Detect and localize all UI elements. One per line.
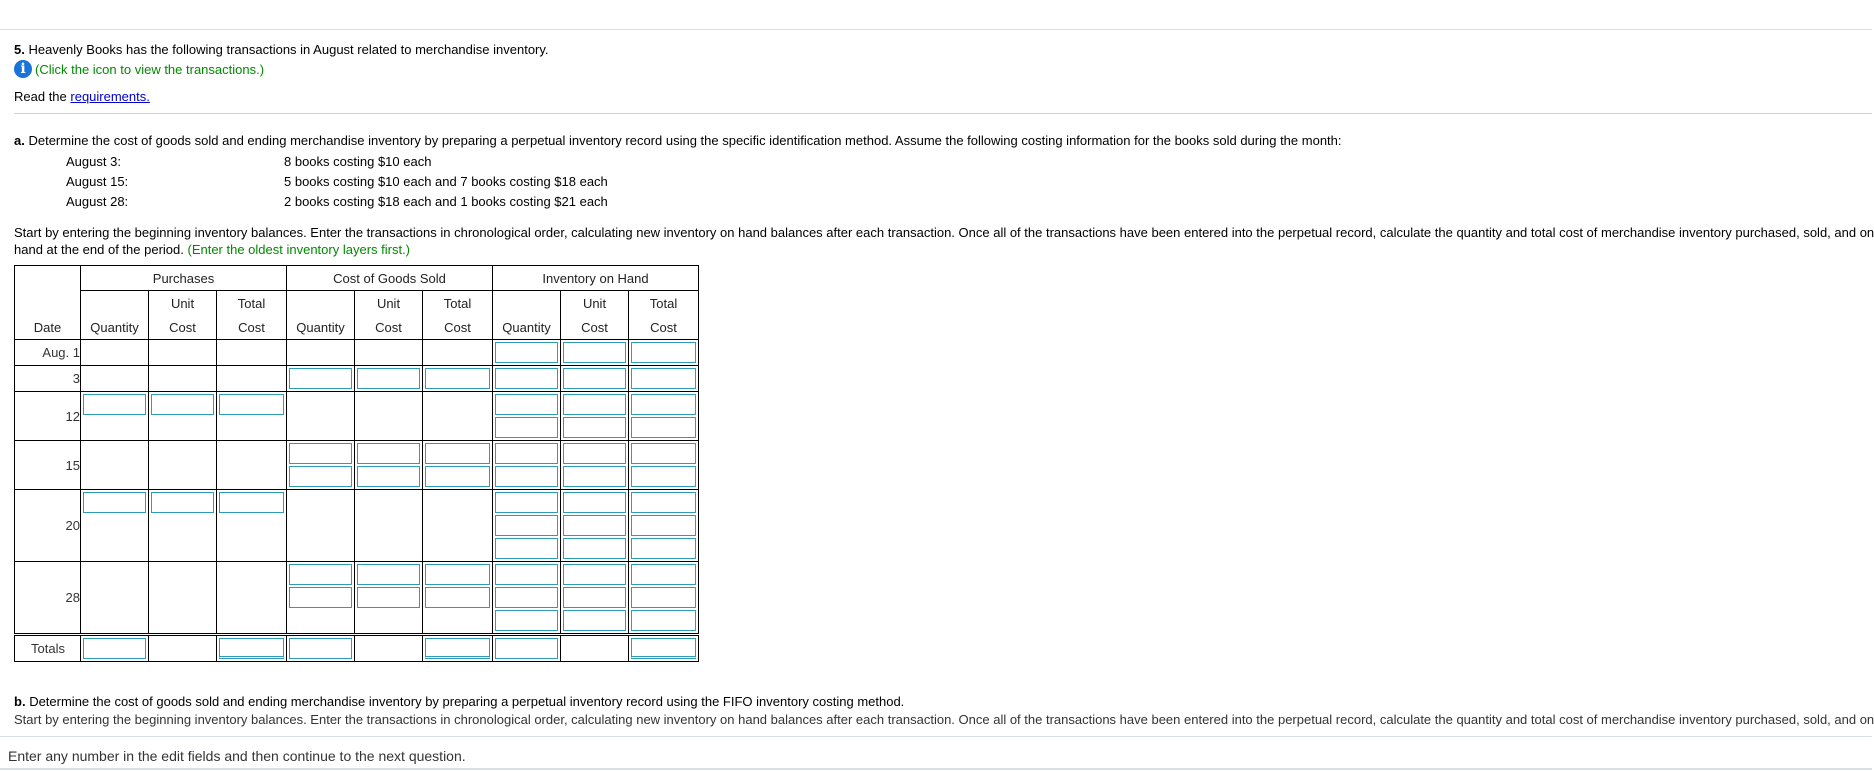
inv-total-cost-input[interactable] (631, 342, 696, 363)
requirements-link[interactable]: requirements. (70, 89, 150, 104)
inv-unit-cost-input[interactable] (563, 587, 626, 608)
costing-detail: 2 books costing $18 each and 1 books costing $21 each (284, 194, 608, 209)
empty-cell (423, 490, 493, 562)
empty-cell (423, 392, 493, 441)
inv-quantity-input[interactable] (495, 342, 558, 363)
inv-unit-cost-cell (561, 562, 629, 635)
part-a-label: a. (14, 133, 25, 148)
inv-total-cost-cell (629, 366, 699, 392)
cogs-total-cost-input[interactable] (425, 443, 490, 464)
total-label: Total (217, 291, 287, 316)
total-purch-cost-input[interactable] (219, 638, 284, 659)
inv-quantity-cell (493, 490, 561, 562)
footer-bar (0, 736, 1872, 771)
header-blank (287, 291, 355, 316)
inv-total-cost-input[interactable] (631, 610, 696, 631)
table-row (15, 340, 699, 366)
part-a-text: Determine the cost of goods sold and ending merchandise inventory by preparing a perpetual inventory record using the specific identification method. Assume the following costing information for the books sold during the month: (28, 133, 1342, 148)
quantity-header: Quantity (493, 315, 561, 340)
empty-cell (81, 340, 149, 366)
unit-label: Unit (149, 291, 217, 316)
cost-header: Cost (355, 315, 423, 340)
inv-total-cost-input[interactable] (631, 538, 696, 559)
total-inv-quantity-cell (493, 635, 561, 662)
part-b-prompt (14, 694, 904, 710)
date-cell: 12 (15, 392, 81, 441)
inv-unit-cost-input[interactable] (563, 515, 626, 536)
purchases-header: Purchases (81, 266, 287, 291)
info-text: (Click the icon to view the transactions.) (35, 61, 265, 77)
cutoff-text (14, 712, 1874, 727)
purch-quantity-cell (81, 490, 149, 562)
inv-total-cost-cell (629, 392, 699, 441)
table-row (15, 441, 699, 490)
inv-unit-cost-input[interactable] (563, 368, 626, 389)
table-row (15, 490, 699, 562)
total-label: Total (629, 291, 699, 316)
quantity-header: Quantity (81, 315, 149, 340)
cutoff-text-line: Start by entering the beginning inventory balances. Enter the transactions in chronological order, calculating new inventory on hand balances after each transaction. Once all of the transactions have been entered into the perpetual record, calculate the quantity and total cost of merchandise inventory purchased, sold, and on (14, 712, 1874, 727)
info-icon[interactable]: i (14, 60, 32, 78)
perpetual-inventory-table (14, 265, 699, 662)
column-header-row (15, 315, 699, 340)
empty-cell (149, 441, 217, 490)
instructions-line-2-text: hand at the end of the period. (14, 242, 184, 257)
purch-unit-cost-cell (149, 392, 217, 441)
cogs-total-cost-input[interactable] (425, 466, 490, 487)
total-label: Total (423, 291, 493, 316)
costing-detail: 5 books costing $10 each and 7 books costing $18 each (284, 174, 608, 189)
costing-date: August 15: (66, 174, 129, 189)
part-b-text: Determine the cost of goods sold and ending merchandise inventory by preparing a perpetual inventory record using the FIFO inventory costing method. (29, 694, 905, 709)
empty-cell (149, 340, 217, 366)
unit-label: Unit (561, 291, 629, 316)
cogs-total-cost-cell (423, 441, 493, 490)
table-row (15, 366, 699, 392)
cost-header: Cost (629, 315, 699, 340)
total-purch-quantity-cell (81, 635, 149, 662)
empty-cell (81, 441, 149, 490)
question-title (14, 42, 1872, 58)
total-inv-quantity-input[interactable] (495, 638, 558, 659)
table-row (15, 562, 699, 635)
inv-total-cost-input[interactable] (631, 443, 696, 464)
inv-total-cost-input[interactable] (631, 394, 696, 415)
inv-quantity-cell (493, 441, 561, 490)
inv-unit-cost-input[interactable] (563, 466, 626, 487)
inv-quantity-input[interactable] (495, 538, 558, 559)
quantity-header: Quantity (287, 315, 355, 340)
cogs-quantity-input[interactable] (289, 368, 352, 389)
empty-cell (81, 562, 149, 635)
cogs-total-cost-cell (423, 366, 493, 392)
costing-detail: 8 books costing $10 each (284, 154, 432, 169)
inv-quantity-input[interactable] (495, 443, 558, 464)
inv-total-cost-cell (629, 562, 699, 635)
inv-quantity-input[interactable] (495, 515, 558, 536)
inv-quantity-input[interactable] (495, 610, 558, 631)
empty-cell (287, 340, 355, 366)
question-header (14, 42, 1872, 105)
empty-cell (149, 562, 217, 635)
top-divider (0, 29, 1872, 30)
date-cell: Aug. 1 (15, 340, 81, 366)
cogs-unit-cost-input[interactable] (357, 443, 420, 464)
header-blank (493, 291, 561, 316)
inv-unit-cost-input[interactable] (563, 342, 626, 363)
table-row (15, 392, 699, 441)
costing-row (66, 192, 608, 212)
header-blank (15, 266, 81, 291)
cogs-unit-cost-input[interactable] (357, 564, 420, 585)
total-cogs-cost-cell (423, 635, 493, 662)
bottom-divider (0, 768, 1872, 770)
cogs-total-cost-cell (423, 562, 493, 635)
empty-cell (149, 366, 217, 392)
date-cell: 20 (15, 490, 81, 562)
costing-row (66, 152, 608, 172)
empty-cell (355, 635, 423, 662)
cogs-quantity-input[interactable] (289, 466, 352, 487)
purch-quantity-cell (81, 392, 149, 441)
header-blank (15, 291, 81, 316)
empty-cell (217, 441, 287, 490)
inv-quantity-input[interactable] (495, 587, 558, 608)
cogs-header: Cost of Goods Sold (287, 266, 493, 291)
purch-total-cost-input[interactable] (219, 492, 284, 513)
cogs-quantity-cell (287, 366, 355, 392)
cogs-unit-cost-cell (355, 366, 423, 392)
date-header: Date (15, 315, 81, 340)
read-requirements (14, 89, 1872, 105)
inv-unit-cost-cell (561, 340, 629, 366)
inv-total-cost-cell (629, 441, 699, 490)
cogs-unit-cost-input[interactable] (357, 466, 420, 487)
inventory-on-hand-header: Inventory on Hand (493, 266, 699, 291)
read-prefix: Read the (14, 89, 67, 104)
inv-total-cost-cell (629, 340, 699, 366)
inv-unit-cost-cell (561, 392, 629, 441)
purch-unit-cost-input[interactable] (151, 394, 214, 415)
inv-unit-cost-input[interactable] (563, 394, 626, 415)
inv-quantity-input[interactable] (495, 564, 558, 585)
cogs-unit-cost-input[interactable] (357, 587, 420, 608)
total-cogs-quantity-cell (287, 635, 355, 662)
cogs-unit-cost-input[interactable] (357, 368, 420, 389)
footer-text: Enter any number in the edit fields and then continue to the next question. (8, 748, 466, 764)
purch-unit-cost-input[interactable] (151, 492, 214, 513)
purch-total-cost-input[interactable] (219, 394, 284, 415)
inv-total-cost-input[interactable] (631, 515, 696, 536)
totals-label: Totals (15, 635, 81, 662)
inv-quantity-cell (493, 392, 561, 441)
inv-quantity-cell (493, 562, 561, 635)
total-purch-cost-cell (217, 635, 287, 662)
group-header-row (15, 266, 699, 291)
inv-total-cost-input[interactable] (631, 587, 696, 608)
inv-quantity-input[interactable] (495, 466, 558, 487)
instructions (14, 224, 1872, 258)
part-b-label: b. (14, 694, 26, 709)
empty-cell (423, 340, 493, 366)
costing-info-list (66, 152, 608, 212)
cogs-unit-cost-cell (355, 562, 423, 635)
inv-total-cost-cell (629, 490, 699, 562)
instructions-line-2 (14, 241, 1872, 258)
inv-total-cost-input[interactable] (631, 368, 696, 389)
section-divider (14, 113, 1872, 114)
header-blank (81, 291, 149, 316)
date-cell: 3 (15, 366, 81, 392)
empty-cell (149, 635, 217, 662)
purch-quantity-input[interactable] (83, 492, 146, 513)
empty-cell (561, 635, 629, 662)
inv-unit-cost-input[interactable] (563, 564, 626, 585)
total-inv-cost-input[interactable] (631, 638, 696, 659)
cogs-quantity-input[interactable] (289, 587, 352, 608)
empty-cell (355, 490, 423, 562)
inv-total-cost-input[interactable] (631, 417, 696, 438)
inv-unit-cost-cell (561, 366, 629, 392)
cogs-quantity-cell (287, 441, 355, 490)
inv-total-cost-input[interactable] (631, 564, 696, 585)
cogs-total-cost-input[interactable] (425, 564, 490, 585)
instructions-hint: (Enter the oldest inventory layers first.) (187, 242, 411, 257)
date-cell: 28 (15, 562, 81, 635)
inv-total-cost-input[interactable] (631, 466, 696, 487)
inv-quantity-cell (493, 340, 561, 366)
totals-row (15, 635, 699, 662)
total-purch-quantity-input[interactable] (83, 638, 146, 659)
empty-cell (287, 392, 355, 441)
empty-cell (355, 392, 423, 441)
empty-cell (217, 340, 287, 366)
part-a-prompt (14, 133, 1872, 149)
question-number: 5. (14, 42, 25, 57)
inv-unit-cost-input[interactable] (563, 610, 626, 631)
cogs-unit-cost-cell (355, 441, 423, 490)
empty-cell (81, 366, 149, 392)
total-cogs-quantity-input[interactable] (289, 638, 352, 659)
cogs-quantity-input[interactable] (289, 564, 352, 585)
cogs-quantity-cell (287, 562, 355, 635)
cogs-quantity-input[interactable] (289, 443, 352, 464)
inv-unit-cost-input[interactable] (563, 417, 626, 438)
empty-cell (287, 490, 355, 562)
purch-total-cost-cell (217, 392, 287, 441)
empty-cell (217, 562, 287, 635)
total-cogs-cost-input[interactable] (425, 638, 490, 659)
purch-unit-cost-cell (149, 490, 217, 562)
inv-unit-cost-input[interactable] (563, 492, 626, 513)
inv-quantity-input[interactable] (495, 417, 558, 438)
inv-unit-cost-input[interactable] (563, 538, 626, 559)
purch-quantity-input[interactable] (83, 394, 146, 415)
sub-header-row (15, 291, 699, 316)
question-text: Heavenly Books has the following transactions in August related to merchandise inventory. (28, 42, 549, 57)
costing-row (66, 172, 608, 192)
inv-unit-cost-cell (561, 441, 629, 490)
inv-quantity-cell (493, 366, 561, 392)
cost-header: Cost (561, 315, 629, 340)
empty-cell (355, 340, 423, 366)
inv-unit-cost-cell (561, 490, 629, 562)
info-line (14, 59, 1872, 79)
unit-label: Unit (355, 291, 423, 316)
cost-header: Cost (423, 315, 493, 340)
date-cell: 15 (15, 441, 81, 490)
inv-quantity-input[interactable] (495, 394, 558, 415)
costing-date: August 3: (66, 154, 121, 169)
cost-header: Cost (149, 315, 217, 340)
cogs-total-cost-input[interactable] (425, 368, 490, 389)
total-inv-cost-cell (629, 635, 699, 662)
empty-cell (217, 366, 287, 392)
instructions-line-1: Start by entering the beginning inventory balances. Enter the transactions in chronological order, calculating new inventory on hand balances after each transaction. Once all of the transactions have been entered into the perpetual record, calculate the quantity and total cost of merchandise inventory purchased, sold, and on (14, 225, 1874, 240)
purch-total-cost-cell (217, 490, 287, 562)
inv-total-cost-input[interactable] (631, 492, 696, 513)
costing-date: August 28: (66, 194, 129, 209)
cost-header: Cost (217, 315, 287, 340)
cogs-total-cost-input[interactable] (425, 587, 490, 608)
inv-quantity-input[interactable] (495, 492, 558, 513)
inv-quantity-input[interactable] (495, 368, 558, 389)
inv-unit-cost-input[interactable] (563, 443, 626, 464)
